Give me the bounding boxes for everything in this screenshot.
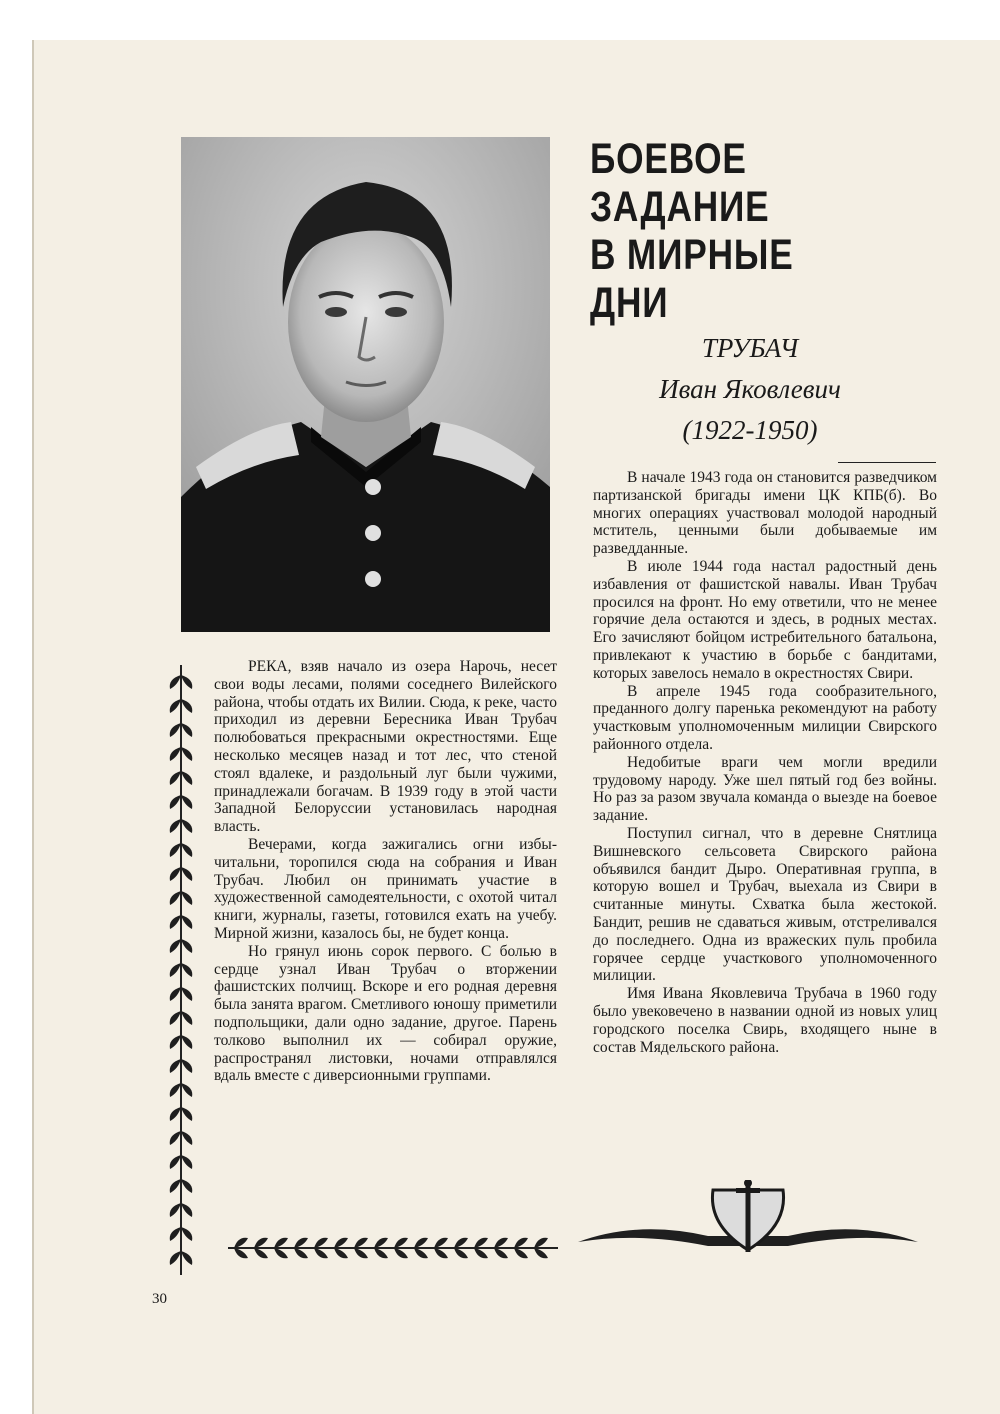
- person-years: (1922-1950): [682, 415, 818, 445]
- paragraph: Имя Ивана Яковлевича Трубача в 1960 году было увековечено в названии одной из новых улиц городского поселка Свирь, входящего ныне в состав Мядельского района.: [593, 985, 937, 1056]
- paragraph: Вечерами, когда зажигались огни избы-читальни, торопился сюда на собрания и Иван Трубач. Любил он принимать участие в художественной самодеятельности, с охотой читал книги, журналы, газеты, готовился ехать на учебу. Мирной жизни, казалось бы, не будет конца.: [214, 835, 557, 942]
- name-divider: [838, 462, 936, 463]
- person-given-names: Иван Яковлевич: [659, 374, 841, 404]
- person-name-block: [600, 328, 900, 451]
- laurel-horizontal-ornament: [228, 1236, 558, 1260]
- portrait-photo: [181, 137, 550, 632]
- title-line-1: БОЕВОЕ: [590, 135, 747, 183]
- paragraph: В июле 1944 года настал радостный день избавления от фашистской навалы. Иван Трубач просился на фронт. Но ему ответили, что не менее горячие дела остаются и здесь, в родных местах. Его зачисляют бойцом истребительного батальона, привлекают к участию в борьбе с бандитами, которых завелось немало в окрестностях Свири.: [593, 557, 937, 682]
- title-line-3: В МИРНЫЕ: [590, 231, 794, 279]
- paragraph: Но грянул июнь сорок первого. С болью в сердце узнал Иван Трубач о вторжении фашистских полчищ. Вскоре и его родная деревня была занята врагом. Сметливого юношу приметили подпольщики, дали одно задание, другое. Парень толково выполнил их — собирал оружие, распространял листовки, ночами отправлялся вдаль вместе с диверсионными группами.: [214, 942, 557, 1085]
- person-surname: ТРУБАЧ: [701, 333, 799, 363]
- shield-sword-emblem: [578, 1180, 918, 1260]
- paragraph: Недобитые враги чем могли вредили трудовому народу. Уже шел пятый год без войны. Но раз за разом звучала команда о выезде на боевое задание.: [593, 753, 937, 825]
- left-text-column: [214, 658, 557, 1085]
- laurel-vertical-ornament: [168, 665, 194, 1275]
- page-number: 30: [152, 1291, 167, 1307]
- title-line-2: ЗАДАНИЕ: [590, 183, 770, 231]
- paragraph: РЕКА, взяв начало из озера Нарочь, несет свои воды лесами, полями соседнего Вилейского района, чтобы отдать их Вилии. Сюда, к реке, часто приходил из деревни Бересника Иван Трубач полюбоваться прекрасными окрестностями. Еще несколько месяцев назад и тот лес, что стеной стоял вдалеке, и раздольный луг были чужими, принадлежали богачам. В 1939 году в этой части Западной Белоруссии установилась народная власть.: [214, 658, 557, 836]
- article-title: [590, 135, 885, 327]
- paragraph: В апреле 1945 года сообразительного, преданного долгу паренька рекомендуют на работу участковым уполномоченным милиции Свирского районного отдела.: [593, 682, 937, 753]
- paragraph: Поступил сигнал, что в деревне Снятлица Вишневского сельсовета Свирского района объявился бандит Дыро. Оперативная группа, в которую вошел и Трубач, выехала из Свири в считанные минуты. Схватка была жестокой. Бандит, решив не сдаваться живым, отстреливался до последнего. Одна из вражеских пуль пробила горячее сердце участкового уполномоченного милиции.: [593, 824, 937, 985]
- paragraph: В начале 1943 года он становится разведчиком партизанской бригады имени ЦК КПБ(б). Во многих операциях участвовал молодой народный мститель, ценными были добываемые им разведданные.: [593, 469, 937, 558]
- right-text-column: [593, 469, 937, 1056]
- title-line-4: ДНИ: [590, 279, 669, 327]
